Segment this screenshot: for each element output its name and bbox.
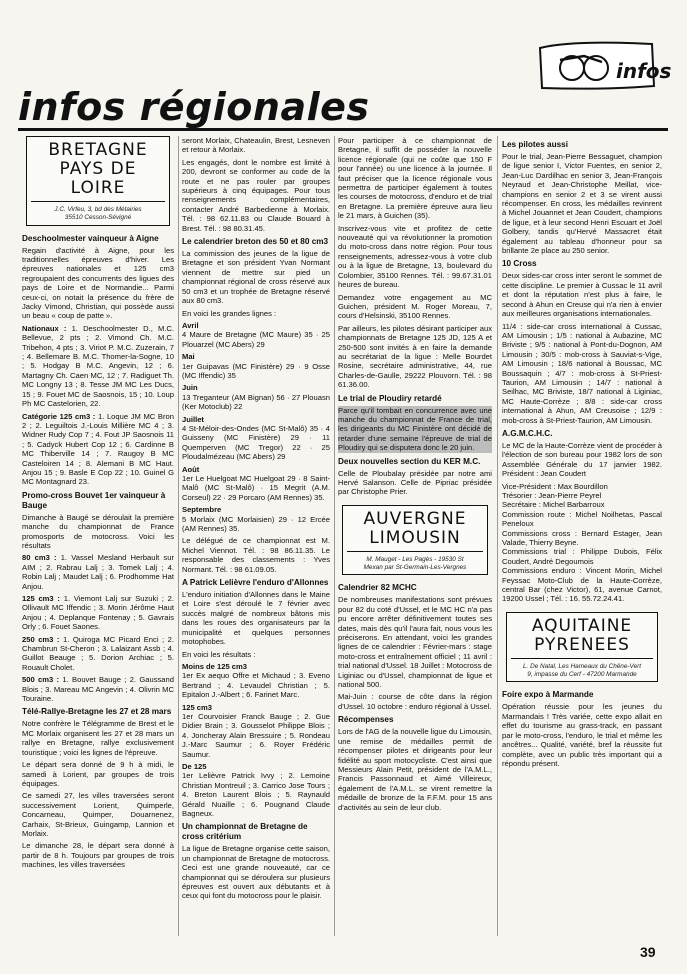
article-heading: Deux nouvelles section du KER M.C. (338, 456, 481, 466)
article-paragraph: Lors de l'AG de la nouvelle ligue du Limousin, une remise de médailles permit de récompenser pilotes et dirigeants pour leur fidélité au sport motocycliste. C'est ainsi que Messieurs Alain Petit, président de l'A.M.L., Francis Passonnaud et Aimé Villeireux, également de l'A.M.L. se virent remettre la médaille de bronze de la F.F.M. pour 15 ans d'activités au sein de leur club. (338, 727, 492, 812)
region-name: PAYS DE LOIRE (59, 159, 137, 198)
region-name: LIMOUSIN (369, 527, 461, 548)
column-4 (502, 136, 662, 936)
region-address: J.C. Virfeu, 3, bd des Métairies (54, 206, 142, 213)
article-paragraph: Par ailleurs, les pilotes désirant participer aux championnats de Bretagne 125 JD, 125 A et 250-500 sont invités à en faire la demande au secrétariat de la ligue : Melle Bourdet Rosine, secrétaire administrative, 44, rue Charles-de-Gaulle, 29222 Plouvorn. Tél. : 98 61.36.00. (338, 323, 492, 390)
article-paragraph: Le délégué de ce championnat est M. Michel Viennot. Tél. : 98 86.11.35. Le responsable des classements : Yves Normant. Tél. : 98 61.09.05. (182, 536, 330, 574)
month-label: Septembre (182, 505, 222, 515)
article-paragraph: Demandez votre engagement au MC Guichen, président M. Roger Moreau, 7, cours d'Helsinski, 35100 Rennes. (338, 292, 492, 321)
article-paragraph: Ce samedi 27, les villes traversées seront successivement Lorient, Quimperle, Concarneau, Quimper, Douarnenez, Carhaix, St-Brieux, Guingamp, Lannion et Morlaix. (22, 791, 174, 838)
result-text: 1. Quiroga MC Picard Enci ; 2. Chambrun St-Cheron ; 3. Lalaizant Assb ; 4. Guillot Beauge ; 5. Dorion Archiac ; 5. Rouault Cholet. (22, 634, 174, 672)
bureau-member: Commissions cross : Bernard Estager, Jean Valade, Thierry Beyne. (502, 528, 662, 548)
article-heading: A.G.M.C.H.C. (502, 428, 553, 438)
category-label: De 125 (182, 761, 207, 771)
article-heading: A Patrick Lelièvre l'enduro d'Allonnes (182, 578, 329, 588)
article-paragraph: En voici les résultats : (182, 649, 256, 659)
article-paragraph: Le départ sera donné de 9 h à midi, le samedi à Lorient, par groupes de trois équipages. (22, 760, 174, 788)
column-1 (22, 136, 174, 936)
article-heading: Récompenses (338, 715, 394, 725)
region-address: 9, impasse du Cerf - 47200 Marmande (527, 670, 637, 678)
bureau-member: Secrétaire : Michel Barbarroux (502, 500, 605, 510)
category-label: Moins de 125 cm3 (182, 661, 247, 671)
bureau-member: Commissions enduro : Vincent Morin, Michel Feyssac Moto-Club de la Haute-Corrèze, central Bar (chez Victor), 61, avenue Carnot, 19200 Ussel ; Tél. : 16. 55.72.24.41. (502, 566, 662, 604)
column-divider (178, 136, 179, 936)
calendar-items: 5 Morlaix (MC Morlaisien) 29 · 12 Ercée (AM Rennes) 35. (182, 514, 330, 534)
region-address: Mexan par St-Germain-Les-Vergnes (363, 563, 467, 571)
article-paragraph: La ligue de Bretagne organise cette saison, un championnat de Bretagne de motocross. Ceci est une grande nouveauté, car ce championnat qui se déroulera sur plusieurs épreuves est ouvert aux débutants et à ceux qui font du motocross pour le plaisir. (182, 844, 330, 901)
region-name: BRETAGNE (48, 140, 148, 160)
region-name: AQUITAINE (531, 615, 633, 636)
article-heading: Le calendrier breton des 50 et 80 cm3 (182, 237, 329, 247)
region-address: M. Mauget - Les Pagès - 19530 St (366, 555, 464, 563)
region-box-aquitaine (506, 612, 658, 683)
article-paragraph: Le dimanche 28, le départ sera donné à partir de 8 h. Toujours par groupes de trois machines, les villes traversées (22, 841, 174, 870)
month-label: Mai (182, 352, 195, 362)
column-divider (334, 136, 335, 936)
article-heading: Télé-Rallye-Bretagne les 27 et 28 mars (22, 707, 172, 717)
month-label: Avril (182, 320, 199, 330)
region-box-bretagne (26, 136, 170, 226)
region-box-auvergne (342, 505, 488, 576)
bureau-member: Vice-Président : Max Bourdillon (502, 481, 608, 491)
article-heading: Un championnat de Bretagne de cross critérium (182, 822, 308, 842)
result-text: 1er Lelièvre Patrick Ivvy ; 2. Lemoine Christian Montreuil ; 3. Carrico Jose Tours ; 4. Breton Laurent Blois ; 5. Raynauld Gérald Nuaille ; 6. Pougnand Claude Bagneux. (182, 771, 330, 818)
result-text: 1. Vassel Mesland Herbault sur AIM ; 2. Rabrau Lalj ; 3. Tomek Lalj ; 4. Robin Lalj ; Maudet Lalj ; 6. Prodhomme Hat Anjou. (22, 553, 174, 591)
result-text: 1. Loque JM MC Bron 2 ; 2. Leguiltois J.-Louis Millière MC 4 ; 3. Widner Rudy Cop 7 ; 4. Fout JP Saosnois 11 ; 5. Cadyck Hubert Cop 12 ; 6. Cardinne B MC Thiberville 14 ; 7. Raugoy B MC Casteloiren 14 ; 8. Alemani B MC Haut. Anjou 15 ; 9. Basle E Cop 22 ; 10. Guinel G MC Montagnard 23. (22, 411, 174, 487)
article-paragraph (22, 635, 174, 673)
article-paragraph: Dimanche à Baugé se déroulait la première manche du championnat de France promosports de motocross. Voici les résultats (22, 512, 174, 550)
page-number: 39 (640, 944, 656, 960)
article-paragraph: 11/4 : side-car cross international à Cussac, AM Limousin ; 1/5 : national à Aubazine, MC Briviste ; 9/5 : national à Pont-du-Dognon, AM Limousin ; 30/5 : mob-cross à Sauviat-s-Vige, AM Limousin ; 18/6 national à Boussac, MC Boussaquin ; 4/7 : mob-cross à St-Priest-Taurion, AM Limousin ; 14/7 : national à Seilhac, MC Briviste, 18/7 national à Liginiac, MC Haute-Corrèze ; 8/8 : side-car cross international à Ahun, AM Creusoise ; 12/9 : mob-cross à St-Priest-Taurion, AM Limousin. (502, 321, 662, 425)
article-paragraph (22, 594, 174, 632)
calendar-items: 13 Treganteur (AM Bignan) 56 · 27 Plouasn (Ker Motoclub) 22 (182, 392, 330, 412)
article-paragraph: seront Morlaix, Chateaulin, Brest, Lesneven et retour à Morlaix. (182, 136, 330, 155)
article-paragraph: La commission des jeunes de la ligue de Bretagne et son président Yvan Normant viennent de mettre sur pied un championnat régional de cross réservé aux 50 cm3 et un trophée de Bretagne réservé aux 80 cm3. (182, 249, 330, 306)
result-label: 80 cm3 : (22, 553, 57, 563)
result-text: 1er Courvoisier Franck Bauge ; 2. Gue Didier Brain ; 3. Gousselot Philippe Blois ; 4. Joncheray Alain Bressuire ; 5. Rondeau J.-Marc Saumur ; 6. Royer Frédéric Saumur. (182, 711, 330, 759)
article-paragraph: Opération réussie pour les jeunes du Marmandais ! Très variée, cette expo allait en effet du tourisme au grass-track, en passant par le moto-cross, l'enduro, le trial et même les ancêtres... Qualité, variété, bref la réussite fut complète, avec un public très important qui a répondu présent. (502, 702, 662, 768)
article-paragraph: Celle de Ploubalay présidée par notre ami Hervé Salanson. Celle de Pipriac présidée par Christophe Prier. (338, 468, 492, 497)
calendar-items: 4 St-Méloir-des-Ondes (MC St-Malô) 35 · 4 Guisseny (MC Finistère) 29 · 11 Quemperven (MC Tregor) 22 · 25 Ploudalmézeau (MC Abers) 29 (182, 423, 330, 462)
column-3 (338, 136, 492, 936)
result-text: 1. Bouvet Bauge ; 2. Gaussand Blois ; 3. Mareau MC Angevin ; 4. Olivrin MC Touraine. (22, 675, 174, 704)
article-paragraph (22, 324, 174, 409)
article-heading: 10 Cross (502, 259, 537, 269)
article-heading: Les pilotes aussi (502, 140, 568, 149)
article-paragraph: De nombreuses manifestations sont prévues pour 82 du coté d'Ussel, et le MC HC n'a pas pu encore arrêter définitivement toutes ses dates, mais dès qu'il l'aura fait, nous vous les préciserons. En attendant, voici les grandes lignes de ce calendrier : Février-mars : stage moto-cross et entraînement officiel ; 11 avril : trial national d'Ussel. 18 Juillet : Motocross de Liginiac ou d'Ussel, championnat de ligue et national 500. (338, 595, 492, 690)
article-paragraph: Notre confrère le Télégramme de Brest et le MC Morlaix organisent les 27 et 28 mars un rallye en Bretagne, rallye exclusivement touristique ; voici les lignes de l'épreuve. (22, 719, 174, 757)
category-label: 125 cm3 (182, 702, 212, 712)
region-rule (31, 201, 165, 202)
result-label: Nationaux : (22, 323, 67, 333)
article-heading: Promo-cross Bouvet 1er vainqueur à Bauge (22, 490, 166, 510)
article-paragraph: Inscrivez-vous vite et profitez de cette nouveauté qui va révolutionner la promotion du moto-cross dans notre région. Pour tous renseignements, adressez-vous à votre club ou à la ligue de Bretagne, 13, boulevard du Colombier, 35100 Rennes. Tél. : 99.67.31.01 heures de bureau. (338, 223, 492, 290)
month-label: Août (182, 464, 200, 474)
result-label: Catégorie 125 cm3 : (22, 411, 96, 421)
article-paragraph: En voici les grandes lignes : (182, 308, 277, 318)
region-name: PYRENEES (534, 634, 630, 655)
article-paragraph (22, 412, 174, 487)
page-header (18, 86, 668, 131)
calendar-items: 4 Maure de Bretagne (MC Maure) 35 · 25 Plouarzel (MC Abers) 29 (182, 330, 330, 349)
article-paragraph: Mai-Juin : course de côte dans la région d'Ussel. 10 octobre : enduro régional à Ussel. (338, 692, 492, 711)
article-paragraph (22, 675, 174, 703)
region-address: L. De Natal, Les Hameaux du Chêne-Vert (522, 662, 642, 670)
page-title: infos régionales (18, 85, 370, 129)
region-name: AUVERGNE (363, 508, 467, 529)
region-rule (511, 658, 653, 659)
column-2 (182, 136, 330, 936)
region-rule (347, 551, 483, 552)
result-text: 1er Ex aequo Offre et Michaud ; 3. Eveno Bertrand ; 4. Levaudel Christian ; 5. Epitalon J.-Albert ; 6. Farinet Marc. (182, 671, 330, 700)
calendar-items: 1er Le Huelgoat MC Huelgoat 29 · 8 Saint-Malô (MC St-Malô) · 15 Megrit (A.M. Corseul) 22 · 29 Porcaro (AM Rennes) 35. (182, 474, 330, 502)
article-paragraph: Pour le trial, Jean-Pierre Bessaguet, champion de ligue senior I, Victor Fuentes, en senior 2, Jean-Luc Dardilhac en senior 3, Jean-François Neyraud et Jean-Christophe Meillat, vice-champions en senior 2 et 3 se virent aussi récompenser. En cross, les médailles revinrent à Michel Jouannet et Jean Coudert, champions de ligue, et à leur second Henri Escuart et Joël Golbery, tandis qu'Hervé Massacret était également au tableau d'honneur pour sa brillante 2e place au 250 senior. (502, 152, 662, 256)
month-label: Juin (182, 383, 198, 393)
article-paragraph: Deux sides-car cross inter seront le sommet de cette discipline. Le premier à Cussac le 11 avril et dont la réputation n'est plus à faire, le second à Ahun en Creuse qui n'a rien à envier aux meilleures organisations internationales. (502, 271, 662, 319)
logo-text: infos (616, 59, 672, 83)
article-paragraph: L'enduro initiation d'Allonnes dans le Maine et Loire s'est déroulé le 7 février avec succès malgré de nombreux bâtons mis dans les roues des organisateurs par la municipalité et quelques personnes motophobes. (182, 590, 330, 647)
result-label: 250 cm3 : (22, 634, 60, 644)
result-label: 125 cm3 : (22, 594, 60, 603)
region-address: 35510 Cesson-Sévigné (64, 213, 132, 221)
article-heading: Le trial de Ploudiry retardé (338, 393, 442, 403)
article-heading: Calendrier 82 MCHC (338, 583, 417, 593)
result-label: 500 cm3 : (22, 675, 60, 685)
article-paragraph: Regain d'activité à Aigne, pour les traditionnelles épreuves d'hiver. Les épreuves nationales et 125 cm3 regroupaient des concurrents des ligues des pays de Loire et de Normandie... Parmi ceux-ci, on notait la présence du frère de Jacky Vimond, Christian, qui possède aussi un beau « coup de patte ». (22, 245, 174, 321)
infos-logo-icon (532, 38, 672, 92)
bureau-member: Commissions trial : Philippe Dubois, Félix Coudert, André Degoumois (502, 547, 662, 566)
bureau-member: Trésorier : Jean-Pierre Peyrel (502, 491, 602, 500)
article-heading: Deschoolmester vainqueur à Aigne (22, 233, 159, 243)
article-heading: Foire expo à Marmande (502, 690, 594, 700)
bureau-member: Commission route : Michel Noilhetas, Pascal Peneloux (502, 509, 662, 529)
result-text: 1. Deschoolmester D., M.C. Bellevue, 2 pts ; 2. Vimond Ch. M.C. Tribehon, 4 pts ; 3. Viriot P. M.C. Zuzerain, 7 ; 4. Bellemare B. M.C. Thomer-la-Sogne, 10 ; 5. Hodgay B M.C. Angevin, 12 ; 6. Martagny Ch. Caen MC, 12 ; 7. Radiguet Th. MC Longny 13 ; 8. Tesse JM MC Les Ducs, 15 ; 9. Fouet MC de Saosnois, 15 ; 10. Loup Ph MC Castelorien, 22. (22, 323, 174, 409)
article-paragraph: Les engagés, dont le nombre est limité à 200, devront se conformer au code de la route et ne pas rouler par groupes supérieurs à cinq équipages. Pour tous renseignements complémentaires, contacter André Barbedienne à Morlaix. Tél. : 98 62.11.83 ou Claude Bouard à Brest. Tél. : 98 80.31.45. (182, 157, 330, 233)
month-label: Juillet (182, 414, 204, 424)
article-paragraph: Le MC de la Haute-Corrèze vient de procéder à l'élection de son bureau pour 1982 lors de son Assemblée Générale du 17 janvier 1982. Président : Jean Coudert (502, 440, 662, 479)
article-paragraph (22, 553, 174, 591)
result-text: 1. Viemont Lalj sur Suzuki ; 2. Ollivault MC Iffendic ; 3. Morin Jérôme Haut Anjou ; 4. Deplanque Fontenay ; 5. Gavrais Orly ; 6. Fouet Saones. (22, 594, 174, 632)
calendar-items: 1er Guipavas (MC Finistère) 29 · 9 Osse (MC Iffendic) 35 (182, 361, 330, 380)
article-paragraph: Parce qu'il tombait en concurrence avec une manche du championnat de France de trial, les dirigeants du MC Finistère ont décidé de retarder d'une semaine l'épreuve de trial de Ploudiry qui se disputera donc le 20 juin. (338, 405, 492, 453)
article-paragraph: Pour participer à ce championnat de Bretagne, il suffit de posséder la nouvelle licence régionale (qui ne coûte que 150 F pour l'année) ou une licence à la journée. Il faut préciser que la licence régionale vous permettra de participer également à toutes les courses de motocross, d'enduro et de trial en Bretagne. La première épreuve aura lieu le 21 mars, à Guichen (35). (338, 136, 492, 221)
column-divider (497, 136, 498, 936)
